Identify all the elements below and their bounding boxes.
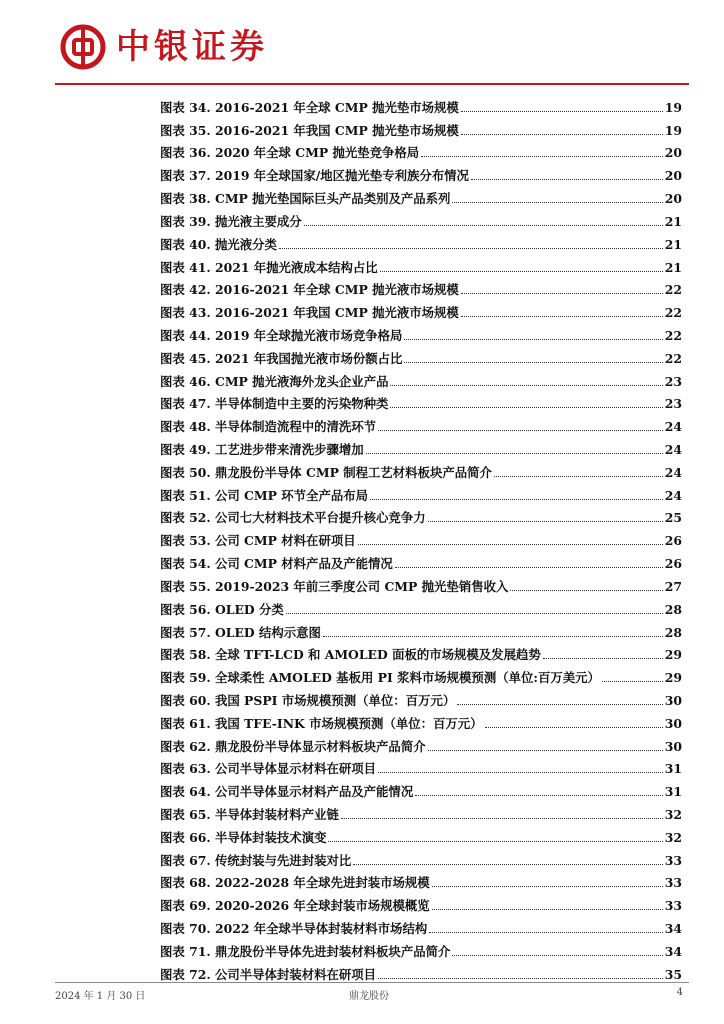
toc-entry-leader-dots <box>432 886 663 887</box>
toc-entry-page: 26 <box>664 556 682 572</box>
toc-entry-page: 34 <box>664 921 682 937</box>
toc-entry-page: 21 <box>664 236 682 252</box>
toc-entry-title: 图表 64. 公司半导体显示材料产品及产能情况 <box>160 784 414 800</box>
header-divider <box>55 83 689 85</box>
toc-entry-leader-dots <box>341 818 663 819</box>
toc-entry-title: 图表 59. 全球柔性 AMOLED 基板用 PI 浆料市场规模预测（单位:百万美元） <box>160 670 600 686</box>
footer-company: 鼎龙股份 <box>349 991 389 1002</box>
toc-entry[interactable] <box>160 389 682 412</box>
toc-entry-page: 30 <box>664 738 682 754</box>
toc-entry[interactable] <box>160 822 682 845</box>
toc-entry-title: 图表 45. 2021 年我国抛光液市场份额占比 <box>160 350 403 366</box>
toc-entry-title: 图表 41. 2021 年抛光液成本结构占比 <box>160 259 378 275</box>
toc-entry-leader-dots <box>304 225 663 226</box>
toc-entry[interactable] <box>160 845 682 868</box>
toc-entry-page: 26 <box>664 533 682 549</box>
toc-entry-title: 图表 70. 2022 年全球半导体封装材料市场结构 <box>160 921 428 937</box>
toc-entry-page: 21 <box>664 259 682 275</box>
toc-entry-title: 图表 57. OLED 结构示意图 <box>160 624 321 640</box>
toc-entry-page: 31 <box>664 784 682 800</box>
toc-entry-title: 图表 49. 工艺进步带来清洗步骤增加 <box>160 442 364 457</box>
toc-entry-leader-dots <box>286 613 663 614</box>
toc-entry-title: 图表 51. 公司 CMP 环节全产品布局 <box>160 487 369 503</box>
toc-entry-page: 19 <box>664 122 682 138</box>
toc-entry-leader-dots <box>461 316 663 317</box>
toc-entry-page: 30 <box>664 715 682 731</box>
toc-entry[interactable] <box>160 594 682 617</box>
toc-entry[interactable] <box>160 548 682 571</box>
toc-entry-leader-dots <box>452 955 662 956</box>
toc-entry-leader-dots <box>461 134 663 135</box>
toc-entry-title: 图表 44. 2019 年全球抛光液市场竞争格局 <box>160 327 403 343</box>
toc-entry-leader-dots <box>429 932 663 933</box>
toc-entry-title: 图表 53. 公司 CMP 材料在研项目 <box>160 533 356 549</box>
toc-entry[interactable] <box>160 457 682 480</box>
toc-entry[interactable] <box>160 525 682 548</box>
toc-entry-leader-dots <box>432 909 663 910</box>
toc-entry-title: 图表 62. 鼎龙股份半导体显示材料板块产品简介 <box>160 738 426 754</box>
toc-entry-title: 图表 55. 2019-2023 年前三季度公司 CMP 抛光垫销售收入 <box>160 578 509 594</box>
toc-entry[interactable] <box>160 343 682 366</box>
toc-entry[interactable] <box>160 640 682 663</box>
toc-entry[interactable] <box>160 92 682 115</box>
toc-entry[interactable] <box>160 275 682 298</box>
toc-entry-leader-dots <box>602 681 663 682</box>
toc-entry-page: 32 <box>664 829 682 845</box>
toc-entry-title: 图表 38. CMP 抛光垫国际巨头产品类别及产品系列 <box>160 191 451 207</box>
toc-entry[interactable] <box>160 868 682 891</box>
bank-of-china-logo-icon <box>60 24 106 70</box>
toc-entry-title: 图表 37. 2019 年全球国家/地区抛光垫专利族分布情况 <box>160 168 469 184</box>
toc-entry-title: 图表 40. 抛光液分类 <box>160 236 277 252</box>
toc-entry-page: 23 <box>664 373 682 389</box>
toc-entry-page: 20 <box>664 168 682 184</box>
toc-entry-title: 图表 48. 半导体制造流程中的清洗环节 <box>160 419 377 435</box>
toc-entry[interactable] <box>160 229 682 252</box>
toc-entry-leader-dots <box>510 590 662 591</box>
table-of-figures <box>160 92 682 982</box>
toc-entry[interactable] <box>160 913 682 936</box>
toc-entry-leader-dots <box>378 430 663 431</box>
toc-entry[interactable] <box>160 959 682 982</box>
toc-entry-leader-dots <box>370 499 663 500</box>
toc-entry-page: 22 <box>664 282 682 298</box>
toc-entry[interactable] <box>160 411 682 434</box>
toc-entry-page: 25 <box>664 510 682 526</box>
toc-entry-page: 20 <box>664 145 682 161</box>
toc-entry[interactable] <box>160 685 682 708</box>
toc-entry[interactable] <box>160 297 682 320</box>
toc-entry-page: 28 <box>664 601 682 617</box>
toc-entry[interactable] <box>160 571 682 594</box>
toc-entry-title: 图表 61. 我国 TFE-INK 市场规模预测（单位：百万元） <box>160 715 483 731</box>
toc-entry-page: 19 <box>664 99 682 115</box>
toc-entry-title: 图表 72. 公司半导体封装材料在研项目 <box>160 966 377 982</box>
toc-entry-leader-dots <box>457 704 663 705</box>
toc-entry-page: 22 <box>664 350 682 366</box>
toc-entry-leader-dots <box>378 772 663 773</box>
toc-entry-leader-dots <box>485 727 663 728</box>
toc-entry-title: 图表 58. 全球 TFT-LCD 和 AMOLED 面板的市场规模及发展趋势 <box>160 647 541 663</box>
toc-entry-page: 22 <box>664 327 682 343</box>
toc-entry-leader-dots <box>323 636 663 637</box>
toc-entry-title: 图表 52. 公司七大材料技术平台提升核心竞争力 <box>160 510 426 526</box>
footer-date: 2024 年 1 月 30 日 <box>55 991 146 1002</box>
toc-entry-title: 图表 54. 公司 CMP 材料产品及产能情况 <box>160 556 393 572</box>
toc-entry[interactable] <box>160 252 682 275</box>
toc-entry[interactable] <box>160 799 682 822</box>
toc-entry-leader-dots <box>461 111 663 112</box>
toc-entry-title: 图表 67. 传统封装与先进封装对比 <box>160 852 352 868</box>
page-header <box>0 0 724 92</box>
toc-entry-page: 29 <box>664 670 682 686</box>
toc-entry-title: 图表 43. 2016-2021 年我国 CMP 抛光液市场规模 <box>160 305 459 321</box>
toc-entry-title: 图表 66. 半导体封装技术演变 <box>160 829 327 845</box>
toc-entry[interactable] <box>160 434 682 457</box>
toc-entry-leader-dots <box>328 841 662 842</box>
toc-entry-page: 35 <box>664 966 682 982</box>
toc-entry-page: 32 <box>664 807 682 822</box>
toc-entry[interactable] <box>160 503 682 526</box>
toc-entry-leader-dots <box>358 544 663 545</box>
footer-page-number: 4 <box>676 987 683 998</box>
toc-entry-title: 图表 46. CMP 抛光液海外龙头企业产品 <box>160 373 389 389</box>
toc-entry[interactable] <box>160 936 682 959</box>
footer-divider <box>55 982 689 983</box>
toc-entry-page: 29 <box>664 647 682 663</box>
toc-entry-page: 33 <box>664 898 682 914</box>
toc-entry[interactable] <box>160 617 682 640</box>
toc-entry-leader-dots <box>543 658 663 659</box>
toc-entry[interactable] <box>160 731 682 754</box>
toc-entry[interactable] <box>160 754 682 777</box>
toc-entry-title: 图表 60. 我国 PSPI 市场规模预测（单位：百万元） <box>160 692 456 708</box>
toc-entry[interactable] <box>160 480 682 503</box>
toc-entry-page: 24 <box>664 442 682 457</box>
toc-entry-leader-dots <box>428 521 663 522</box>
toc-entry-page: 24 <box>664 464 682 480</box>
toc-entry-title: 图表 69. 2020-2026 年全球封装市场规模概览 <box>160 898 430 914</box>
toc-entry-leader-dots <box>471 179 663 180</box>
toc-entry[interactable] <box>160 662 682 685</box>
toc-entry[interactable] <box>160 366 682 389</box>
toc-entry-leader-dots <box>353 864 662 865</box>
toc-entry-leader-dots <box>461 293 663 294</box>
toc-entry-leader-dots <box>404 362 662 363</box>
page-footer <box>55 987 683 1003</box>
toc-entry-page: 22 <box>664 305 682 321</box>
toc-entry-leader-dots <box>279 248 663 249</box>
toc-entry-page: 23 <box>664 396 682 412</box>
toc-entry-leader-dots <box>415 795 663 796</box>
toc-entry-page: 20 <box>664 191 682 207</box>
toc-entry-leader-dots <box>378 978 663 979</box>
toc-entry-page: 30 <box>664 692 682 708</box>
toc-entry-title: 图表 50. 鼎龙股份半导体 CMP 制程工艺材料板块产品简介 <box>160 464 492 480</box>
toc-entry[interactable] <box>160 206 682 229</box>
toc-entry[interactable] <box>160 708 682 731</box>
toc-entry[interactable] <box>160 115 682 138</box>
toc-entry-page: 21 <box>664 213 682 229</box>
toc-entry-leader-dots <box>390 407 662 408</box>
toc-entry-leader-dots <box>428 750 663 751</box>
toc-entry-title: 图表 34. 2016-2021 年全球 CMP 抛光垫市场规模 <box>160 99 459 115</box>
toc-entry-title: 图表 35. 2016-2021 年我国 CMP 抛光垫市场规模 <box>160 122 459 138</box>
toc-entry[interactable] <box>160 183 682 206</box>
toc-entry-title: 图表 65. 半导体封装材料产业链 <box>160 807 339 822</box>
toc-entry[interactable] <box>160 776 682 799</box>
toc-entry-title: 图表 63. 公司半导体显示材料在研项目 <box>160 761 377 777</box>
toc-entry-leader-dots <box>421 156 663 157</box>
toc-entry-title: 图表 68. 2022-2028 年全球先进封装市场规模 <box>160 875 430 891</box>
toc-entry-page: 24 <box>664 419 682 435</box>
brand-name: 中银证券 <box>116 27 268 67</box>
toc-entry[interactable] <box>160 138 682 161</box>
toc-entry[interactable] <box>160 160 682 183</box>
toc-entry-title: 图表 56. OLED 分类 <box>160 601 284 617</box>
toc-entry-leader-dots <box>494 476 663 477</box>
toc-entry-leader-dots <box>404 339 662 340</box>
toc-entry-title: 图表 42. 2016-2021 年全球 CMP 抛光液市场规模 <box>160 282 459 298</box>
toc-entry-title: 图表 39. 抛光液主要成分 <box>160 213 302 229</box>
toc-entry-page: 24 <box>664 487 682 503</box>
toc-entry-title: 图表 71. 鼎龙股份半导体先进封装材料板块产品简介 <box>160 943 451 959</box>
toc-entry-leader-dots <box>390 385 662 386</box>
toc-entry[interactable] <box>160 320 682 343</box>
toc-entry-leader-dots <box>366 453 663 454</box>
toc-entry-page: 28 <box>664 624 682 640</box>
toc-entry-page: 27 <box>664 578 682 594</box>
toc-entry-leader-dots <box>380 271 663 272</box>
toc-entry-page: 33 <box>664 852 682 868</box>
toc-entry-page: 31 <box>664 761 682 777</box>
toc-entry-page: 33 <box>664 875 682 891</box>
toc-entry-title: 图表 47. 半导体制造中主要的污染物种类 <box>160 396 389 412</box>
toc-entry-title: 图表 36. 2020 年全球 CMP 抛光垫竞争格局 <box>160 145 420 161</box>
toc-entry-page: 34 <box>664 943 682 959</box>
toc-entry-leader-dots <box>395 567 663 568</box>
toc-entry-leader-dots <box>452 202 662 203</box>
toc-entry[interactable] <box>160 890 682 913</box>
